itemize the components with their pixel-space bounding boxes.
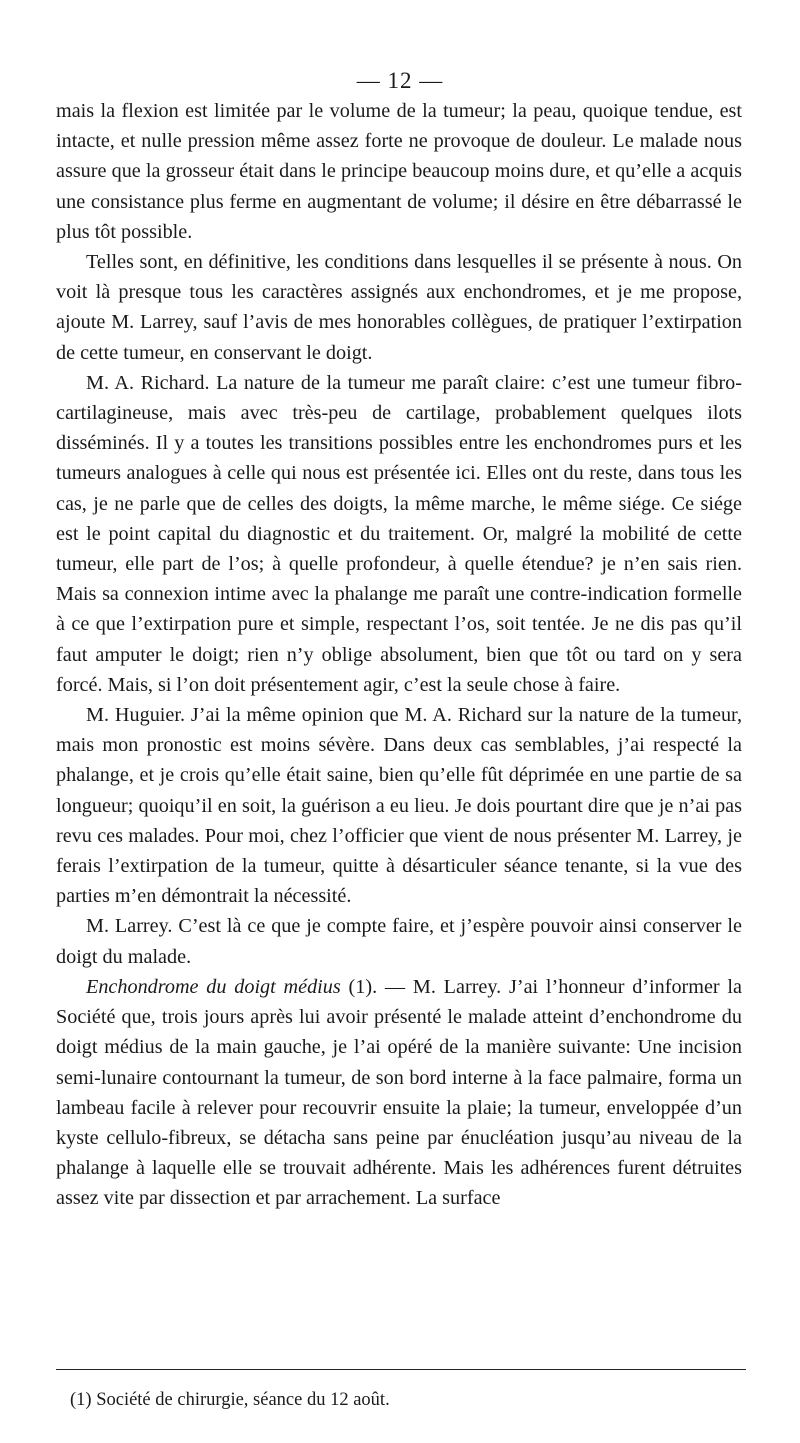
- footnote-reference: (1).: [348, 975, 378, 998]
- paragraph-3: M. A. Richard. La nature de la tumeur me paraît claire: c’est une tumeur fibro-cartilagineuse, mais avec très-peu de cartilage, probablement quelques ilots disséminés. Il y a toutes les transitions possibles entre les enchondromes purs et les tumeurs analogues à celle qui nous est présentée ici. Elles ont du reste, dans tous les cas, je ne parle que de celles des doigts, la même marche, le même siége. Ce siége est le point capital du diagnostic et du traitement. Or, malgré la mobilité de cette tumeur, elle part de l’os; à quelle profondeur, à quelle étendue? je n’en sais rien. Mais sa connexion intime avec la phalange me paraît une contre-indication formelle à ce que l’extirpation pure et simple, respectant l’os, soit tentée. Je ne dis pas qu’il faut amputer le doigt; rien n’y oblige absolument, bien que tôt ou tard on y sera forcé. Mais, si l’on doit présentement agir, c’est la seule chose à faire.: [56, 371, 742, 696]
- paragraph-1: mais la flexion est limitée par le volume de la tumeur; la peau, quoique tendue, est intacte, et nulle pression même assez forte ne provoque de douleur. Le malade nous assure que la grosseur était dans le principe beaucoup moins dure, et qu’elle a acquis une consistance plus ferme en augmentant de volume; il désire en être débarrassé le plus tôt possible.: [56, 100, 742, 243]
- paragraph-5: M. Larrey. C’est là ce que je compte faire, et j’espère pouvoir ainsi conserver le doigt du malade.: [56, 915, 742, 968]
- body-text: [56, 96, 742, 1214]
- page-number: — 12 —: [356, 68, 444, 93]
- footnote: (1) Société de chirurgie, séance du 12 août.: [70, 1390, 390, 1410]
- paragraph-2: Telles sont, en définitive, les conditions dans lesquelles il se présente à nous. On voit là presque tous les caractères assignés aux enchondromes, et je me propose, ajoute M. Larrey, sauf l’avis de mes honorables collègues, de pratiquer l’extirpation de cette tumeur, en conservant le doigt.: [56, 251, 742, 364]
- paragraph-6-body: — M. Larrey. J’ai l’honneur d’informer la Société que, trois jours après lui avoir présenté le malade atteint d’enchondrome du doigt médius de la main gauche, je l’ai opéré de la manière suivante: Une incision semi-lunaire contournant la tumeur, de son bord interne à la face palmaire, forma un lambeau facile à relever pour recouvrir ensuite la plaie; la tumeur, enveloppée d’un kyste cellulo-fibreux, se détacha sans peine par énucléation jusqu’au niveau de la phalange à laquelle elle se trouvait adhérente. Mais les adhérences furent détruites assez vite par dissection et par arrachement. La surface: [56, 975, 743, 1210]
- paragraph-4: M. Huguier. J’ai la même opinion que M. A. Richard sur la nature de la tumeur, mais mon pronostic est moins sévère. Dans deux cas semblables, j’ai respecté la phalange, et je crois qu’elle était saine, bien qu’elle fût déprimée en une partie de sa longueur; quoiqu’il en soit, la guérison a eu lieu. Je dois pourtant dire que je n’ai pas revu ces malades. Pour moi, chez l’officier que vient de nous présenter M. Larrey, je ferais l’extirpation de la tumeur, quitte à désarticuler séance tenante, si la vue des parties m’en démontrait la nécessité.: [56, 704, 742, 908]
- paragraph-6: [56, 972, 742, 1214]
- footnote-divider: [56, 1369, 746, 1370]
- section-heading: Enchondrome du doigt médius: [86, 975, 341, 998]
